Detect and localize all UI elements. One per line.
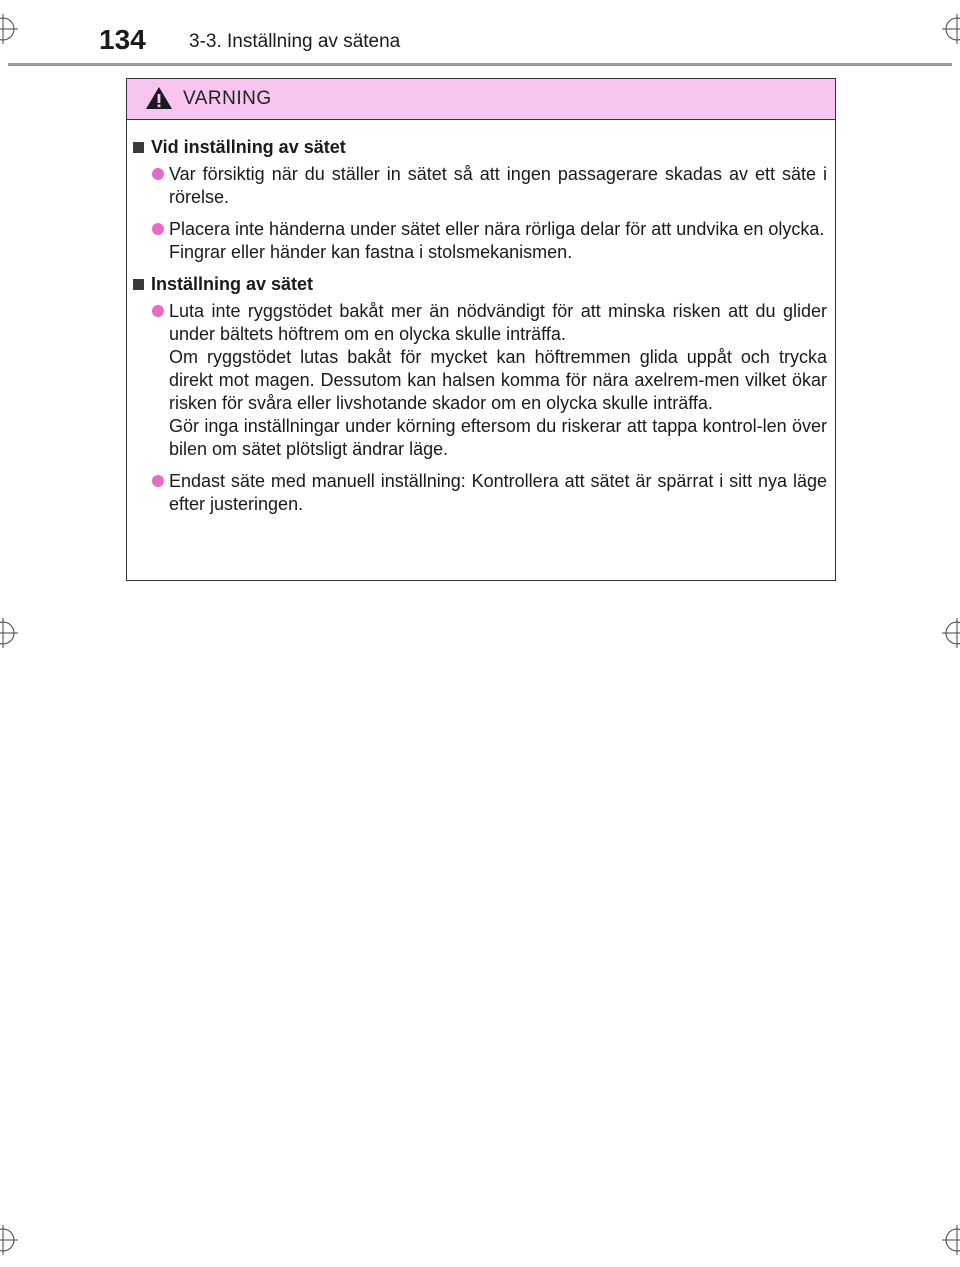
section-heading-text: Inställning av sätet: [151, 274, 314, 294]
square-bullet-icon: [133, 142, 144, 153]
list-item: [133, 470, 827, 516]
round-bullet-icon: [152, 305, 164, 317]
crop-mark-icon: [0, 14, 18, 44]
crop-mark-icon: [942, 618, 960, 648]
item-paragraph: Luta inte ryggstödet bakåt mer än nödvändigt för att minska risken att du glider under bältets höftrem om en olycka skulle inträffa.: [169, 301, 827, 344]
warning-triangle-icon: [145, 86, 173, 115]
round-bullet-icon: [152, 168, 164, 180]
square-bullet-icon: [133, 279, 144, 290]
list-item: [133, 163, 827, 209]
warning-box: [126, 78, 836, 581]
item-paragraph: Var försiktig när du ställer in sätet så att ingen passagerare skadas av ett säte i rörelse.: [169, 164, 827, 207]
item-paragraph: Fingrar eller händer kan fastna i stolsmekanismen.: [169, 242, 573, 262]
round-bullet-icon: [152, 475, 164, 487]
page-header: [0, 0, 960, 66]
warning-section: [133, 273, 827, 516]
section-title: 3-3. Inställning av sätena: [189, 31, 401, 52]
crop-mark-icon: [942, 1225, 960, 1255]
item-paragraph: Gör inga inställningar under körning eftersom du riskerar att tappa kontrol-len över bilen om sätet plötsligt ändrar läge.: [169, 416, 827, 459]
warning-section: [133, 136, 827, 264]
crop-mark-icon: [0, 1225, 18, 1255]
list-item: [133, 218, 827, 264]
crop-mark-icon: [0, 618, 18, 648]
list-item: [133, 300, 827, 461]
section-heading: [133, 273, 827, 296]
item-paragraph: Placera inte händerna under sätet eller nära rörliga delar för att undvika en olycka.: [169, 219, 825, 239]
section-heading: [133, 136, 827, 159]
crop-mark-icon: [942, 14, 960, 44]
warning-label: VARNING: [183, 88, 272, 109]
section-heading-text: Vid inställning av sätet: [151, 137, 346, 157]
warning-header: [127, 79, 835, 120]
item-paragraph: Endast säte med manuell inställning: Kontrollera att sätet är spärrat i sitt nya läge efter justeringen.: [169, 471, 827, 514]
warning-body: [127, 120, 835, 516]
header-rule: [8, 63, 952, 66]
item-paragraph: Om ryggstödet lutas bakåt för mycket kan höftremmen glida uppåt och trycka direkt mot magen. Dessutom kan halsen komma för nära axelrem-men vilket ökar risken för svåra eller livshotande skador om en olycka skulle inträffa.: [169, 347, 827, 413]
page-number: 134: [99, 24, 146, 55]
round-bullet-icon: [152, 223, 164, 235]
